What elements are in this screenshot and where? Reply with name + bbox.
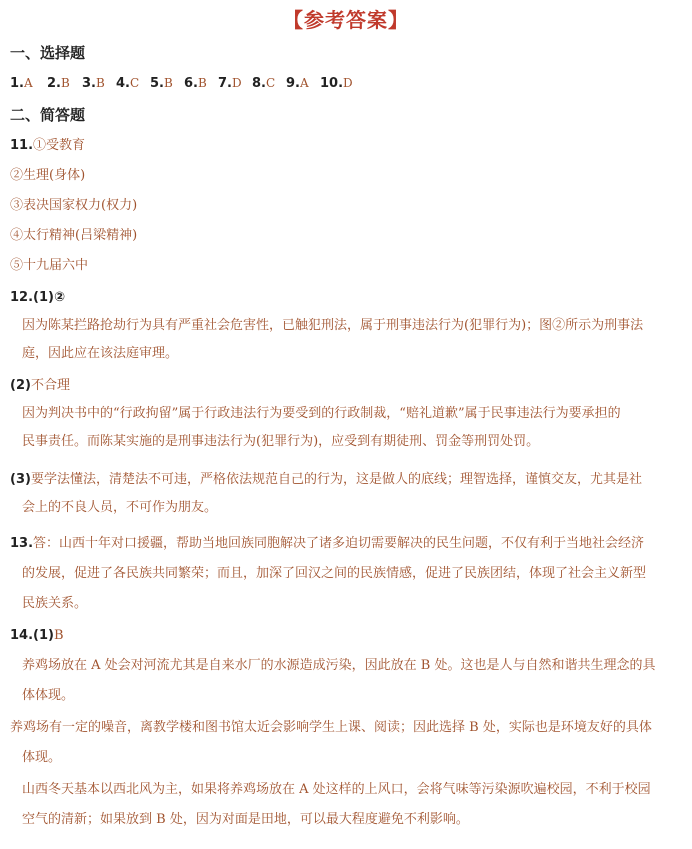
q13-line: 的发展，促进了各民族共同繁荣；而且，加深了回汉之间的民族情感，促进了民族团结，体现了社会主义新型 xyxy=(22,566,647,581)
q12-part2-label: (2)不合理 xyxy=(10,378,70,393)
q14-line: 山西冬天基本以西北风为主，如果将养鸡场放在 A 处这样的上风口，会将气味等污染源吹遍校园，不利于校园 xyxy=(22,782,651,797)
q11-line: 11.①受教育 xyxy=(10,138,86,153)
page-title: 【参考答案】 xyxy=(283,8,409,32)
q11-line: ④太行精神(吕梁精神) xyxy=(10,228,138,243)
section-heading-multiple-choice: 一、选择题 xyxy=(10,44,86,62)
mc-answer: 6.B xyxy=(184,76,207,91)
q12-line: 会上的不良人员，不可作为朋友。 xyxy=(22,500,218,515)
q14-line: 养鸡场有一定的噪音，离教学楼和图书馆太近会影响学生上课、阅读；因此选择 B 处，实际也是环境友好的具体 xyxy=(10,720,652,735)
mc-answer: 4.C xyxy=(116,76,140,91)
q14-line: 体体现。 xyxy=(22,688,75,703)
q12-line: 民事责任。而陈某实施的是刑事违法行为(犯罪行为)，应受到有期徒刑、罚金等刑罚处罚。 xyxy=(22,434,540,449)
q14-line: 空气的清新；如果放到 B 处，因为对面是田地，可以最大程度避免不利影响。 xyxy=(22,812,469,827)
q12-part3-line: (3)要学法懂法，清楚法不可违，严格依法规范自己的行为，这是做人的底线；理智选择，谨慎交友，尤其是社 xyxy=(10,472,642,487)
q13-line: 13.答：山西十年对口援疆，帮助当地回族同胞解决了诸多迫切需要解决的民生问题，不仅有利于当地社会经济 xyxy=(10,536,645,551)
q12-part1-label: 12.(1)② xyxy=(10,290,65,305)
mc-answer: 10.D xyxy=(320,76,353,91)
q14-part1-label: 14.(1)B xyxy=(10,628,64,643)
q14-line: 养鸡场放在 A 处会对河流尤其是自来水厂的水源造成污染，因此放在 B 处。这也是人与自然和谐共生理念的具 xyxy=(22,658,656,673)
q14-line: 体现。 xyxy=(22,750,62,765)
mc-answer: 9.A xyxy=(286,76,309,91)
q11-line: ②生理(身体) xyxy=(10,168,86,183)
q11-line: ⑤十九届六中 xyxy=(10,258,89,273)
mc-answer: 5.B xyxy=(150,76,173,91)
mc-answer: 2.B xyxy=(47,76,70,91)
mc-answer: 1.A xyxy=(10,76,33,91)
q13-line: 民族关系。 xyxy=(22,596,88,611)
q12-line: 因为判决书中的“行政拘留”属于行政违法行为要受到的行政制裁，“赔礼道歉”属于民事违法行为要承担的 xyxy=(22,406,621,421)
mc-answer: 7.D xyxy=(218,76,242,91)
section-heading-short-answer: 二、简答题 xyxy=(10,106,86,124)
mc-answer: 8.C xyxy=(252,76,276,91)
q12-line: 因为陈某拦路抢劫行为具有严重社会危害性，已触犯刑法，属于刑事违法行为(犯罪行为)；图②所示为刑事法 xyxy=(22,318,644,333)
mc-answer: 3.B xyxy=(82,76,105,91)
q11-line: ③表决国家权力(权力) xyxy=(10,198,138,213)
q12-line: 庭，因此应在该法庭审理。 xyxy=(22,346,179,361)
